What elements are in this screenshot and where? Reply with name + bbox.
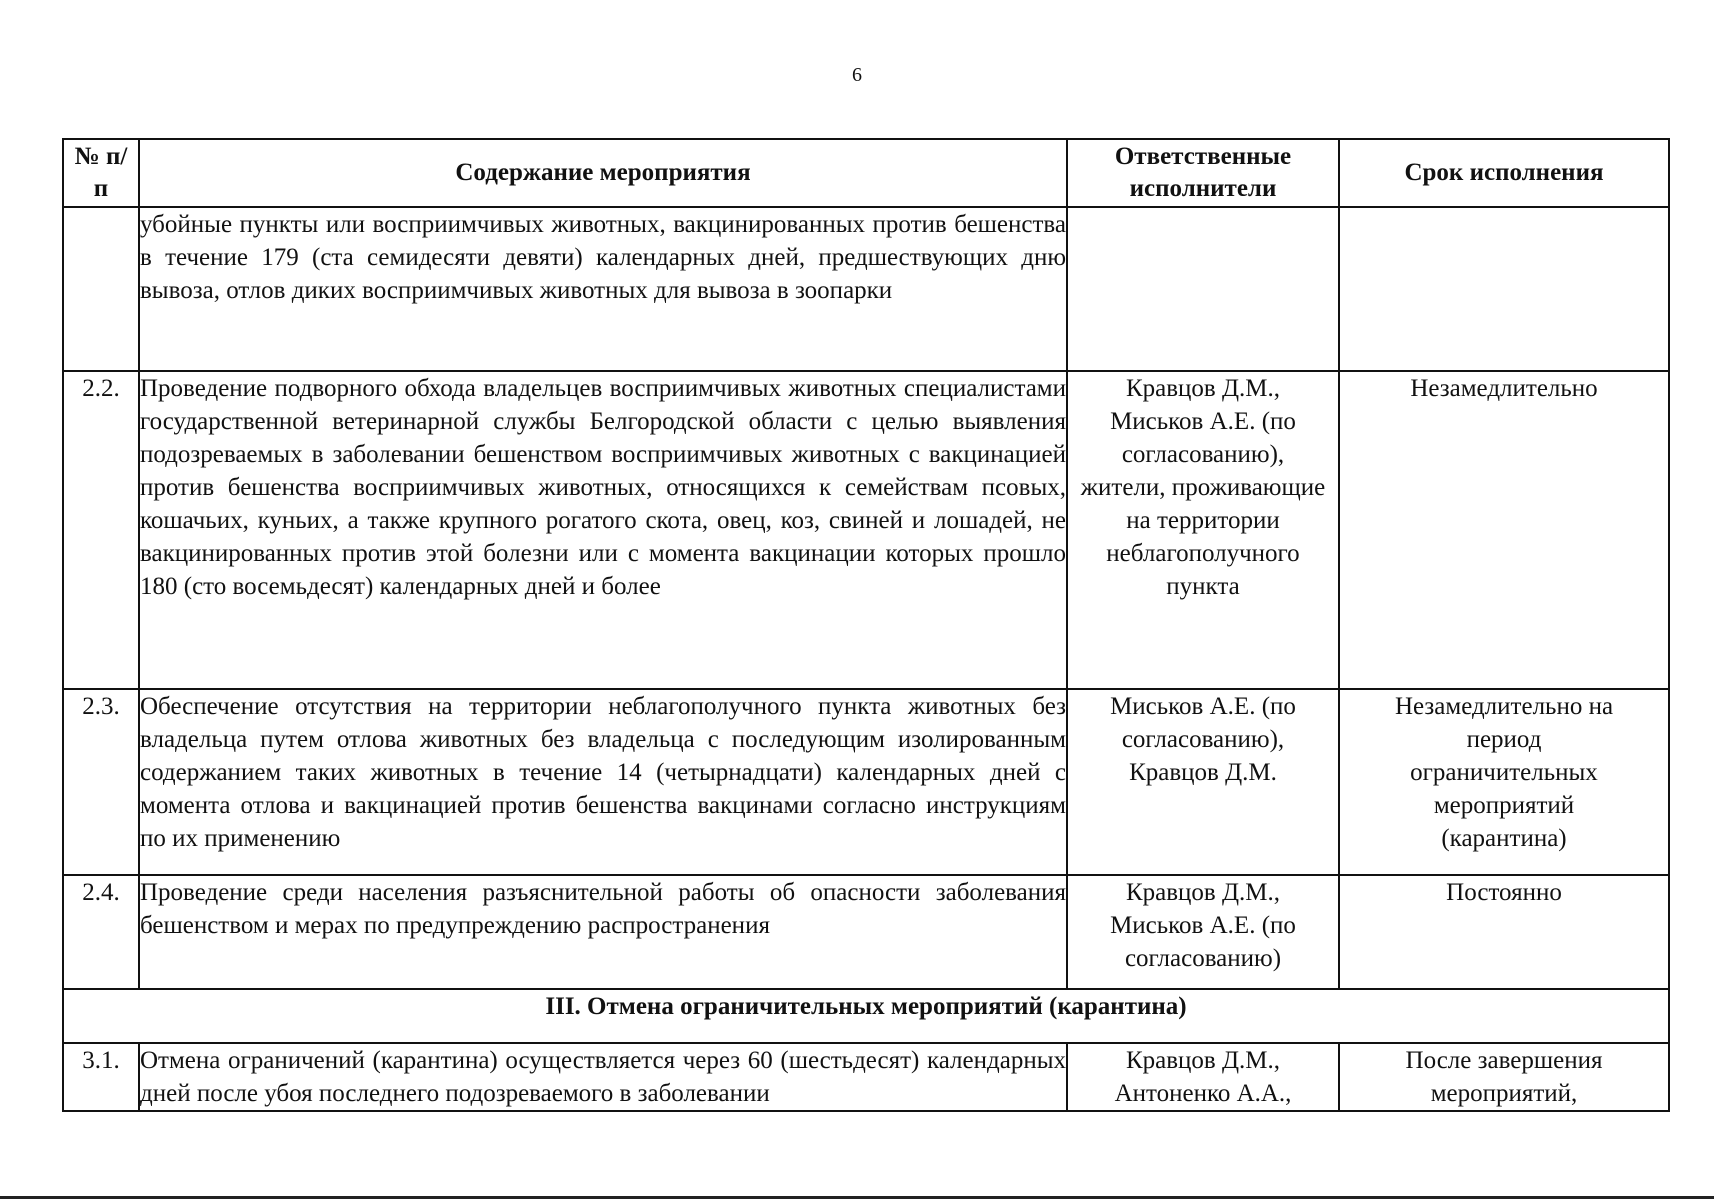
- row-content: Отмена ограничений (карантина) осуществляется через 60 (шестьдесят) календарных дней после убоя последнего подозреваемого в заболевании: [139, 1043, 1067, 1111]
- row-number: 2.2.: [63, 371, 139, 689]
- section-title: III. Отмена ограничительных мероприятий (карантина): [63, 989, 1669, 1043]
- header-responsible: Ответственные исполнители: [1067, 139, 1339, 207]
- table-row: [63, 875, 1669, 989]
- row-term: Незамедлительно на период ограничительных мероприятий (карантина): [1339, 689, 1669, 875]
- row-responsible: Кравцов Д.М., Антоненко А.А.,: [1067, 1043, 1339, 1111]
- row-content: убойные пункты или восприимчивых животных, вакцинированных против бешенства в течение 179 (ста семидесяти девяти) календарных дней, предшествующих дню вывоза, отлов диких восприимчивых животных для вывоза в зоопарки: [139, 207, 1067, 371]
- row-content: Обеспечение отсутствия на территории неблагополучного пункта животных без владельца путем отлова животных без владельца с последующим изолированным содержанием таких животных в течение 14 (четырнадцати) календарных дней с момента отлова и вакцинацией против бешенства вакцинами согласно инструкциям по их применению: [139, 689, 1067, 875]
- row-term: [1339, 207, 1669, 371]
- row-number: 2.4.: [63, 875, 139, 989]
- table-header-row: [63, 139, 1669, 207]
- row-number: 3.1.: [63, 1043, 139, 1111]
- row-content: Проведение среди населения разъяснительной работы об опасности заболевания бешенством и мерах по предупреждению распространения: [139, 875, 1067, 989]
- row-number: [63, 207, 139, 371]
- table-row: [63, 371, 1669, 689]
- section-row: [63, 989, 1669, 1043]
- header-content: Содержание мероприятия: [139, 139, 1067, 207]
- table-row: [63, 1043, 1669, 1111]
- page-number: 6: [852, 64, 862, 86]
- header-term: Срок исполнения: [1339, 139, 1669, 207]
- action-plan-table: [62, 138, 1670, 1112]
- row-responsible: [1067, 207, 1339, 371]
- row-number: 2.3.: [63, 689, 139, 875]
- row-term: После завершения мероприятий,: [1339, 1043, 1669, 1111]
- header-num: № п/п: [63, 139, 139, 207]
- row-responsible: Кравцов Д.М., Миськов А.Е. (по согласованию): [1067, 875, 1339, 989]
- row-responsible: Миськов А.Е. (по согласованию), Кравцов Д.М.: [1067, 689, 1339, 875]
- table-row: [63, 689, 1669, 875]
- row-content: Проведение подворного обхода владельцев восприимчивых животных специалистами государственной ветеринарной службы Белгородской области с целью выявления подозреваемых в заболевании бешенством восприимчивых животных с вакцинацией против бешенства восприимчивых животных, относящихся к семействам псовых, кошачьих, куньих, а также крупного рогатого скота, овец, коз, свиней и лошадей, не вакцинированных против этой болезни или с момента вакцинации которых прошло 180 (сто восемьдесят) календарных дней и более: [139, 371, 1067, 689]
- row-term: Постоянно: [1339, 875, 1669, 989]
- row-responsible: Кравцов Д.М., Миськов А.Е. (по согласованию), жители, проживающие на территории неблагополучного пункта: [1067, 371, 1339, 689]
- scan-bottom-edge: [0, 1196, 1714, 1199]
- table-row: [63, 207, 1669, 371]
- row-term: Незамедлительно: [1339, 371, 1669, 689]
